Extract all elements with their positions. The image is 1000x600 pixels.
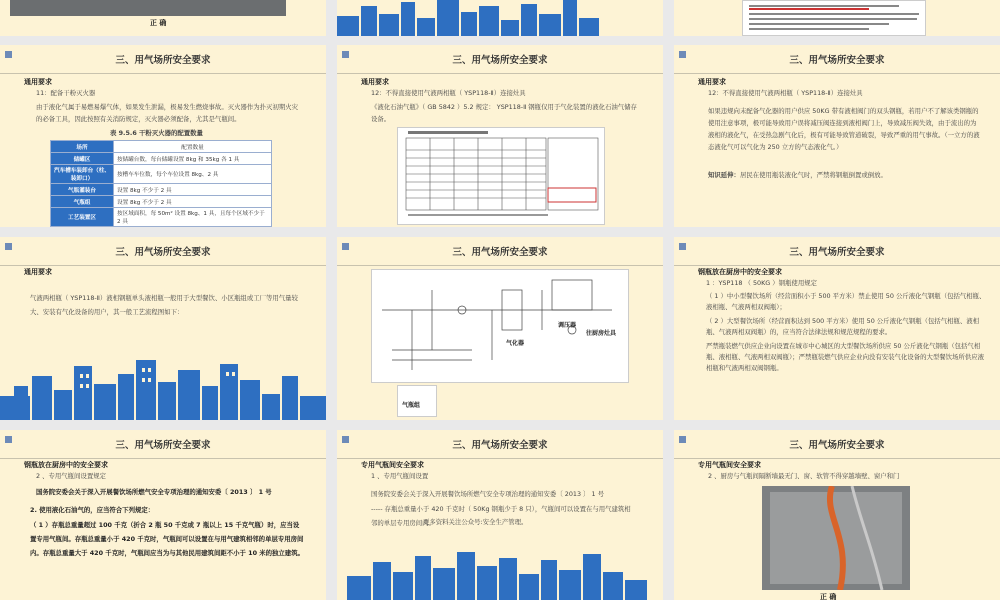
footnote: 更多资料关注公众号:安全生产管理。 (423, 518, 528, 526)
slide-header (0, 237, 326, 266)
document-excerpt (742, 0, 926, 36)
slide-top-middle (337, 0, 663, 36)
section-heading: 专用气瓶间安全要求 (698, 461, 761, 469)
paragraph: 如果违规向末配备气化器的用户供应 50KG 带有液相阀门的双头钢瓶，若用户不了解该类钢瓶的使用注意事项，极可能导致用户误将减压阀连接到液相阀门上，导致减压阀失效，由于流出的为液相的液化气，在受热急剧气化后，极有可能导致管道破裂，导致严重的用气事故。（一立方的液态液化气可以气化为 250 立方的气态液化气。） (708, 107, 980, 151)
photo-graphic (762, 486, 910, 590)
table-cell: 储罐区 (51, 153, 114, 165)
slide-header (337, 237, 663, 266)
table-cell: 汽车槽车装卸台（柱、装卸口） (51, 165, 114, 184)
slide-title: 三、用气场所安全要求 (789, 55, 885, 66)
slide-title: 三、用气场所安全要求 (115, 55, 211, 66)
notice-heading: 国务院安委会关于深入开展餐饮场所燃气安全专项治理的通知安委〔 2013 〕 1 号 (36, 488, 272, 496)
photo-caption: 正 确 (150, 19, 167, 27)
item-heading: 2 、厨房与气瓶间隔断墙最无门、窗、软管不得穿越墙壁、窗户和门 (708, 472, 900, 480)
rule-heading: 2. 使用液化石油气的，应当符合下列规定： (30, 506, 155, 514)
table-cell: 设置 8kg 不少于 2 具 (114, 184, 272, 196)
slide-title: 三、用气场所安全要求 (115, 440, 211, 451)
slide-header (0, 430, 326, 459)
slide-header (674, 237, 1000, 266)
slide-header (0, 45, 326, 74)
table-cell: 工艺装置区 (51, 208, 114, 227)
item-heading: 12：不得直接使用气液两相瓶（ YSP118-Ⅱ）连接灶具 (371, 89, 526, 97)
section-heading: 专用气瓶间安全要求 (361, 461, 424, 469)
slide-title: 三、用气场所安全要求 (452, 55, 548, 66)
table-header-row (51, 141, 272, 153)
slide-fire-extinguisher (0, 45, 326, 227)
rule-line: 严禁瓶装燃气供应企业向设置在城市中心城区的大型餐饮场所供应 50 公斤液化气钢瓶（包括气相瓶、液相瓶、气液两相双阀瓶）；严禁瓶装燃气供应企业向没有安装气化设备的大型餐饮场所供应液相瓶和气液两相双阀钢瓶。 (706, 342, 984, 372)
slide-title: 三、用气场所安全要求 (789, 247, 885, 258)
table-row (51, 165, 272, 184)
section-heading: 通用要求 (698, 78, 726, 86)
knowledge-text: 居民在使用瓶装液化气时，严禁将钢瓶倒置或倒放。 (739, 171, 887, 179)
section-heading: 通用要求 (361, 78, 389, 86)
slide-title: 三、用气场所安全要求 (789, 440, 885, 451)
rule-line: ----- 存瓶总重量小于 420 千克时（ 50Kg 钢瓶少于 8 只），气瓶间可以设置在与用气建筑相邻的单层专用房间内。 (371, 505, 631, 527)
kitchen-stove-label: 往厨房灶具 (586, 330, 617, 337)
cylinder-group-box (397, 385, 437, 417)
table-cell: 气瓶灌装台 (51, 184, 114, 196)
table-row (51, 184, 272, 196)
slide-title: 三、用气场所安全要求 (115, 247, 211, 258)
slide-title: 三、用气场所安全要求 (452, 247, 548, 258)
paragraph: 由于液化气属于易燃易爆气体，如果发生泄漏，极易发生燃烧事故。灭火器作为扑灭初期火灾的必备工具，因此按照有关消防规定，灭火器必须配备，尤其是气瓶间。 (36, 103, 299, 123)
regulator-label: 调压器 (558, 322, 577, 329)
table-header-cell: 配置数量 (114, 141, 272, 153)
table-header-cell: 场所 (51, 141, 114, 153)
rule-line: （ 2 ）大型餐饮场所（经营面积达到 500 平方米）使用 50 公斤液化气钢瓶（包括气相瓶、液相瓶、气液两相双阀瓶）的，应当符合法律法规和规范规程的要求。 (706, 317, 980, 336)
paragraph: 《液化石油气瓶》（ GB 5842 ）5.2 规定： YSP118-Ⅱ 钢瓶仅用于气化装置的液化石油气储存设备。 (371, 103, 637, 123)
item-heading: 11：配备干粉灭火器 (36, 89, 96, 97)
slide-process-diagram (337, 237, 663, 420)
slide-top-right (674, 0, 1000, 36)
cylinder-group-label: 气瓶组 (402, 402, 421, 409)
slide-header (674, 45, 1000, 74)
section-heading: 通用要求 (24, 268, 52, 276)
rule-line: （ 1 ）存瓶总重量超过 100 千克（折合 2 瓶 50 千克或 7 瓶以上 15 千克气瓶）时，应当设置专用气瓶间。存瓶总重量小于 420 千克时，气瓶间可以设置在与用气建筑相邻的单层专用房间内。存瓶总重量大于 420 千克时，气瓶间应当为与其他民用建筑间距不小于 10 米的独立建筑。 (30, 521, 304, 557)
table-cell: 气瓶组 (51, 196, 114, 208)
section-heading: 通用要求 (24, 78, 52, 86)
slide-cylinder-room-rules (0, 430, 326, 600)
table-cell: 按储罐台数，每台储罐设置 8kg 和 35kg 各 1 具 (114, 153, 272, 165)
slide-title: 三、用气场所安全要求 (452, 440, 548, 451)
document-lines (743, 1, 925, 35)
item-heading: 2 、专用气瓶间设置规定 (36, 472, 107, 480)
knowledge-extension (708, 169, 980, 181)
table-row (51, 196, 272, 208)
table-cell: 设置 8kg 不少于 2 具 (114, 196, 272, 208)
extinguisher-table (50, 140, 272, 227)
paragraph: 气液两相瓶（ YSP118-Ⅱ）液相钢瓶单头液相瓶一般用于大型餐饮、小区瓶组或工厂等用气量较大、安装有气化设备的用户，其一般工艺流程图如下： (30, 294, 298, 316)
section-heading: 钢瓶放在厨房中的安全要求 (24, 461, 108, 469)
process-flow-lines (372, 270, 628, 382)
slide-header (337, 45, 663, 74)
standard-table-graphic (398, 128, 604, 224)
wall-hose-photo (762, 486, 910, 590)
item-heading: 12：不得直接使用气液两相瓶（ YSP118-Ⅱ）连接灶具 (708, 89, 863, 97)
vaporizer-label: 气化器 (506, 340, 525, 347)
city-skyline-graphic (337, 0, 663, 36)
city-skyline-graphic (337, 550, 663, 600)
slide-cylinder-room-setup (337, 430, 663, 600)
process-flow-diagram (371, 269, 629, 383)
slide-kitchen-cylinder-rules (674, 237, 1000, 420)
slide-liquid-phase-use (0, 237, 326, 420)
table-cell: 按槽车车位数，每个车位设置 8kg、2 具 (114, 165, 272, 184)
photo-correct-top (10, 0, 286, 16)
city-skyline-graphic (0, 356, 326, 420)
item-heading: 1 ：YSP118 （ 50KG ）钢瓶使用规定 (706, 279, 817, 287)
table-row (51, 153, 272, 165)
slide-double-valve-risk (674, 45, 1000, 227)
rule-line: （ 1 ）中小型餐饮场所（经营面积小于 500 平方米）禁止使用 50 公斤液化气钢瓶（包括气相瓶、液相瓶、气液两相双阀瓶）； (706, 292, 986, 311)
knowledge-label: 知识延伸： (708, 171, 740, 179)
notice-heading: 国务院安委会关于深入开展餐饮场所燃气安全专项治理的通知安委〔 2013 〕 1 号 (371, 490, 604, 498)
table-row (51, 208, 272, 227)
standard-table-image (397, 127, 605, 225)
section-heading: 钢瓶放在厨房中的安全要求 (698, 268, 782, 276)
slide-header (674, 430, 1000, 459)
table-cell: 按区域面积，每 50m² 设置 8kg、1 具，且每个区域不少于 2 具 (114, 208, 272, 227)
slide-partition-wall (674, 430, 1000, 600)
slide-top-left (0, 0, 326, 36)
slide-header (337, 430, 663, 459)
photo-caption: 正 确 (820, 593, 837, 600)
slide-two-phase-cylinder (337, 45, 663, 227)
item-heading: 1 、专用气瓶间设置 (371, 472, 429, 480)
table-title: 表 9.5.6 干粉灭火器的配置数量 (110, 129, 203, 137)
